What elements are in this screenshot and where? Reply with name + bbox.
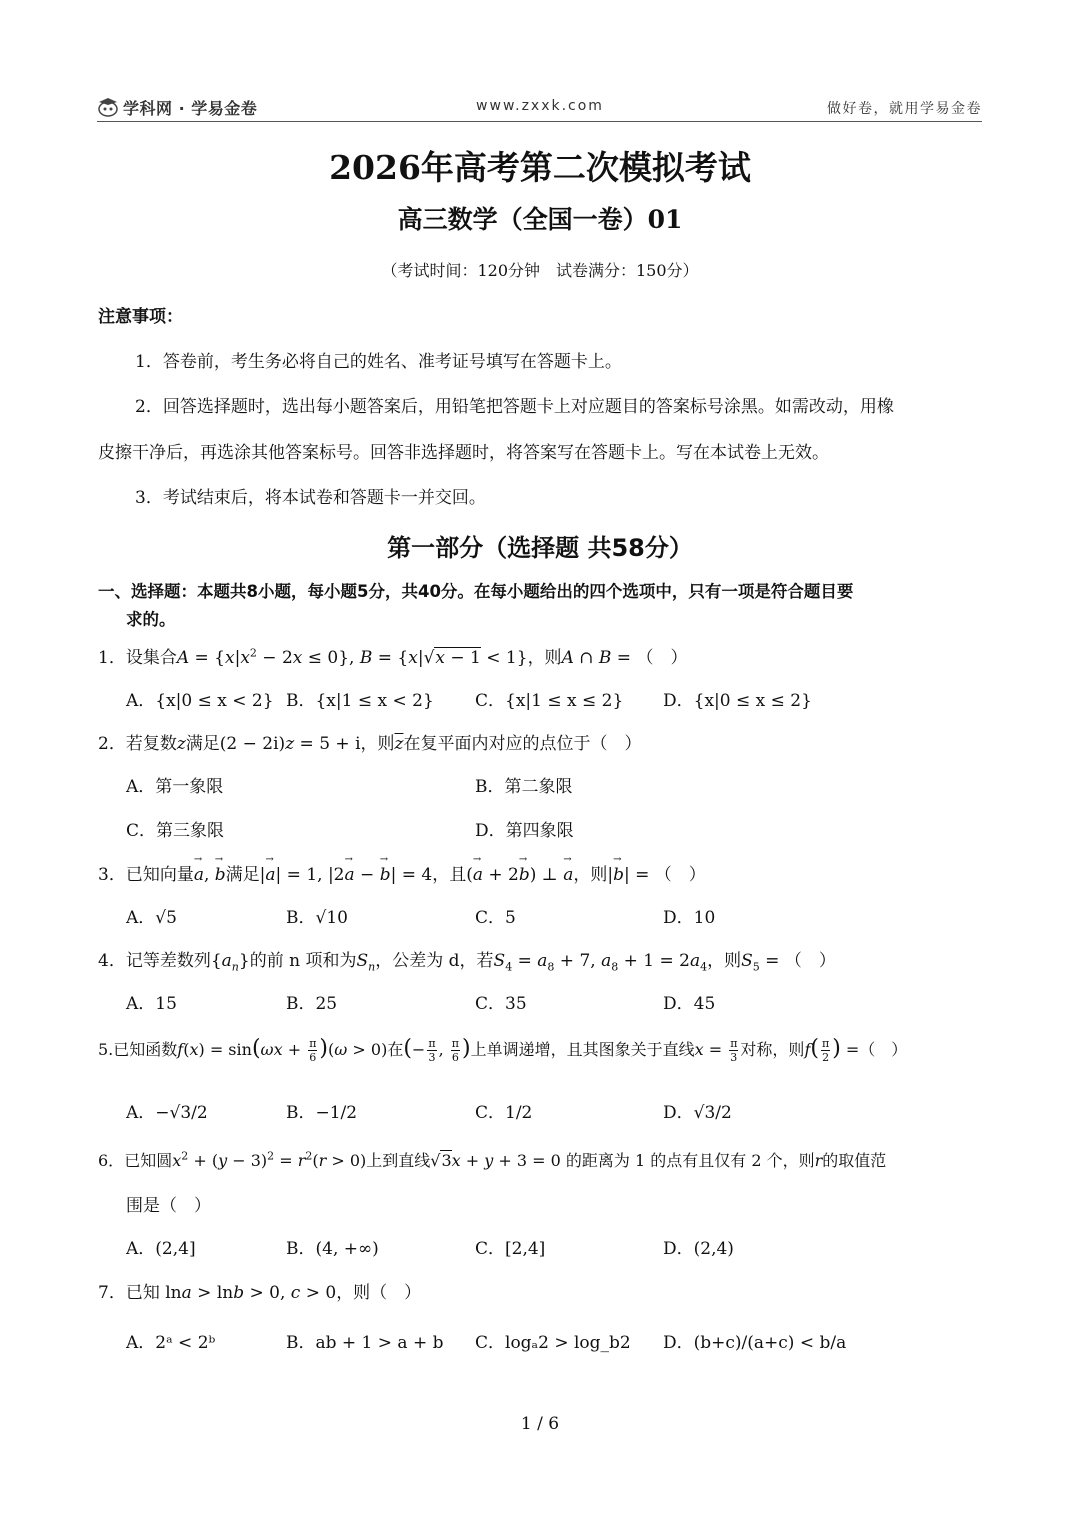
notice-item-2a: 2．回答选择题时，选出每小题答案后，用铅笔把答题卡上对应题目的答案标号涂黑。如需改动，用橡	[135, 397, 894, 417]
q5-option-c: C．1/2	[475, 1103, 533, 1123]
q1-text-mid: ，则	[527, 648, 562, 668]
q7-text-then: ，则（ ）	[336, 1283, 422, 1303]
q7-option-b: B．ab + 1 > a + b	[286, 1333, 444, 1353]
q1-option-d: D．{x|0 ≤ x ≤ 2}	[663, 691, 812, 711]
question-number: 5.	[98, 1040, 114, 1059]
q6-text: 已知圆	[124, 1151, 173, 1170]
q7-text: 已知	[125, 1283, 166, 1303]
notice-item-3: 3．考试结束后，将本试卷和答题卡一并交回。	[135, 488, 486, 508]
q1-text: 设集合	[125, 648, 177, 668]
notice-item-2b: 皮擦干净后，再选涂其他答案标号。回答非选择题时，将答案写在答题卡上。写在本试卷上无效。	[98, 443, 829, 463]
q2-text-mid: 满足	[185, 734, 220, 754]
notice-heading: 注意事项：	[98, 307, 183, 327]
q6-option-a: A．(2,4]	[126, 1239, 196, 1259]
q5-option-b: B．−1/2	[286, 1103, 358, 1123]
q6-text-mid2: 的距离为 1 的点有且仅有 2 个，则	[565, 1151, 815, 1170]
q2-text-mid2: ，则	[360, 734, 395, 754]
header-divider	[97, 121, 982, 122]
answer-blank: （ ）	[859, 1040, 908, 1059]
answer-blank: （ ）	[654, 865, 706, 885]
q5-option-d: D．√3/2	[663, 1103, 732, 1123]
q4-option-a: A．15	[126, 994, 177, 1014]
question-4: 4．记等差数列$\{a_n\}$的前 n 项和为$S_n$，公差为 d，若$S_4 = a_8 + 7$, $a_8 + 1 = 2a_4$，则$S_5$ = （ ）	[98, 951, 836, 974]
q2-option-a: A．第一象限	[126, 777, 224, 797]
q4-text: 记等差数列	[125, 951, 211, 971]
q6-option-b: B．(4, +∞)	[286, 1239, 379, 1259]
question-5: 5.已知函数f(x) = sin(ωx + $\frac{\pi}{6}$ )(ω > 0)在(− $\frac{\pi}{3}$ , $\frac{\pi}{6}$ )上单调递增，且其图象关于直线x = $\frac{\pi}{3}$ 对称，则f( $\frac{\pi}{2}$ ) =（ ）	[98, 1036, 908, 1064]
q5-text-sym: 对称，则	[740, 1040, 805, 1059]
q3-option-d: D．10	[663, 908, 716, 928]
exam-info: （考试时间：120分钟 试卷满分：150分）	[381, 261, 699, 280]
q2-option-d: D．第四象限	[475, 821, 574, 841]
q7-option-a: A．2ᵃ < 2ᵇ	[126, 1333, 216, 1353]
section1-heading: 一、选择题：本题共8小题，每小题5分，共40分。在每小题给出的四个选项中，只有一项是符合题目要	[98, 582, 854, 601]
section1-heading-cont: 求的。	[126, 610, 176, 629]
q3-text-then: ，则	[573, 865, 608, 885]
q3-option-c: C．5	[475, 908, 516, 928]
q4-option-b: B．25	[286, 994, 338, 1014]
graduation-cap-icon	[97, 97, 119, 117]
question-number: 2．	[98, 734, 126, 754]
page-number: 1 / 6	[520, 1414, 560, 1434]
question-7: 7．已知 lna > lnb > 0, c > 0，则（ ）	[98, 1283, 422, 1303]
q5-text-in: 在	[387, 1040, 404, 1059]
question-number: 4．	[98, 951, 126, 971]
question-2: 2．若复数z满足(2 − 2i)z = 5 + i，则$\overline{z}$在复平面内对应的点位于（ ）	[98, 734, 642, 754]
q5-text: 已知函数	[113, 1040, 178, 1059]
q2-option-c: C．第三象限	[126, 821, 225, 841]
q7-option-d: D．(b+c)/(a+c) < b/a	[663, 1333, 847, 1353]
header-slogan: 做好卷，就用学易金卷	[827, 101, 982, 117]
q5-text-mid: 上单调递增，且其图象关于直线	[470, 1040, 695, 1059]
question-6-cont: 围是（ ）	[126, 1196, 211, 1216]
q4-option-c: C．35	[475, 994, 527, 1014]
question-number: 1．	[98, 648, 126, 668]
question-3: 3．已知向量→ a, → b满足|→ a| = 1, |2→ a − → b| = 4，且(→ a + 2→ b) ⊥ → a，则|→ b| = （ ）	[98, 860, 706, 885]
q5-option-a: A．−√3/2	[126, 1103, 208, 1123]
answer-blank: （ ）	[784, 951, 836, 971]
question-number: 3．	[98, 865, 126, 885]
q2-text-post: 在复平面内对应的点位于	[403, 734, 591, 754]
q3-text-mid: 满足	[225, 865, 260, 885]
q3-option-b: B．√10	[286, 908, 348, 928]
site-url: www.zxxk.com	[476, 98, 604, 114]
logo-text: 学科网 · 学易金卷	[123, 98, 258, 118]
q6-text-mid: 上到直线	[366, 1151, 431, 1170]
question-6: 6．已知圆$x^2 + (y - 3)^2 = r^2(r > 0)$上到直线√3x + y + 3 = 0 的距离为 1 的点有且仅有 2 个，则r的取值范	[98, 1149, 887, 1170]
q4-text-then: ，则	[707, 951, 742, 971]
question-1: 1．设集合$A = \{x|x^2 - 2x \le 0\}$, B = {x|√x − 1 < 1}，则A ∩ B = （ ）	[98, 646, 688, 668]
q6-option-c: C．[2,4]	[475, 1239, 546, 1259]
brand-logo	[97, 92, 257, 122]
q3-option-a: A．√5	[126, 908, 177, 928]
q2-text: 若复数	[125, 734, 177, 754]
q7-option-c: C．logₐ2 > log_b2	[475, 1333, 631, 1353]
notice-item-1: 1．答卷前，考生务必将自己的姓名、准考证号填写在答题卡上。	[135, 352, 622, 372]
q3-text: 已知向量	[125, 865, 194, 885]
q1-option-b: B．{x|1 ≤ x < 2}	[286, 691, 434, 711]
exam-subtitle: 高三数学（全国一卷）01	[397, 205, 683, 234]
q4-text-mid2: ，公差为 d，若	[375, 951, 494, 971]
q4-option-d: D．45	[663, 994, 716, 1014]
answer-blank: （ ）	[636, 648, 688, 668]
q1-option-a: A．{x|0 ≤ x < 2}	[126, 691, 274, 711]
q6-text-post: 的取值范	[822, 1151, 887, 1170]
q4-text-mid: 的前 n 项和为	[249, 951, 357, 971]
question-number: 7．	[98, 1283, 126, 1303]
q1-option-c: C．{x|1 ≤ x ≤ 2}	[475, 691, 624, 711]
question-number: 6．	[98, 1151, 125, 1170]
q2-option-b: B．第二象限	[475, 777, 573, 797]
part1-title: 第一部分（选择题 共58分）	[387, 534, 693, 562]
exam-title: 2026年高考第二次模拟考试	[329, 148, 751, 187]
q6-option-d: D．(2,4)	[663, 1239, 734, 1259]
answer-blank: （ ）	[590, 734, 642, 754]
q3-text-and: ，且	[432, 865, 467, 885]
